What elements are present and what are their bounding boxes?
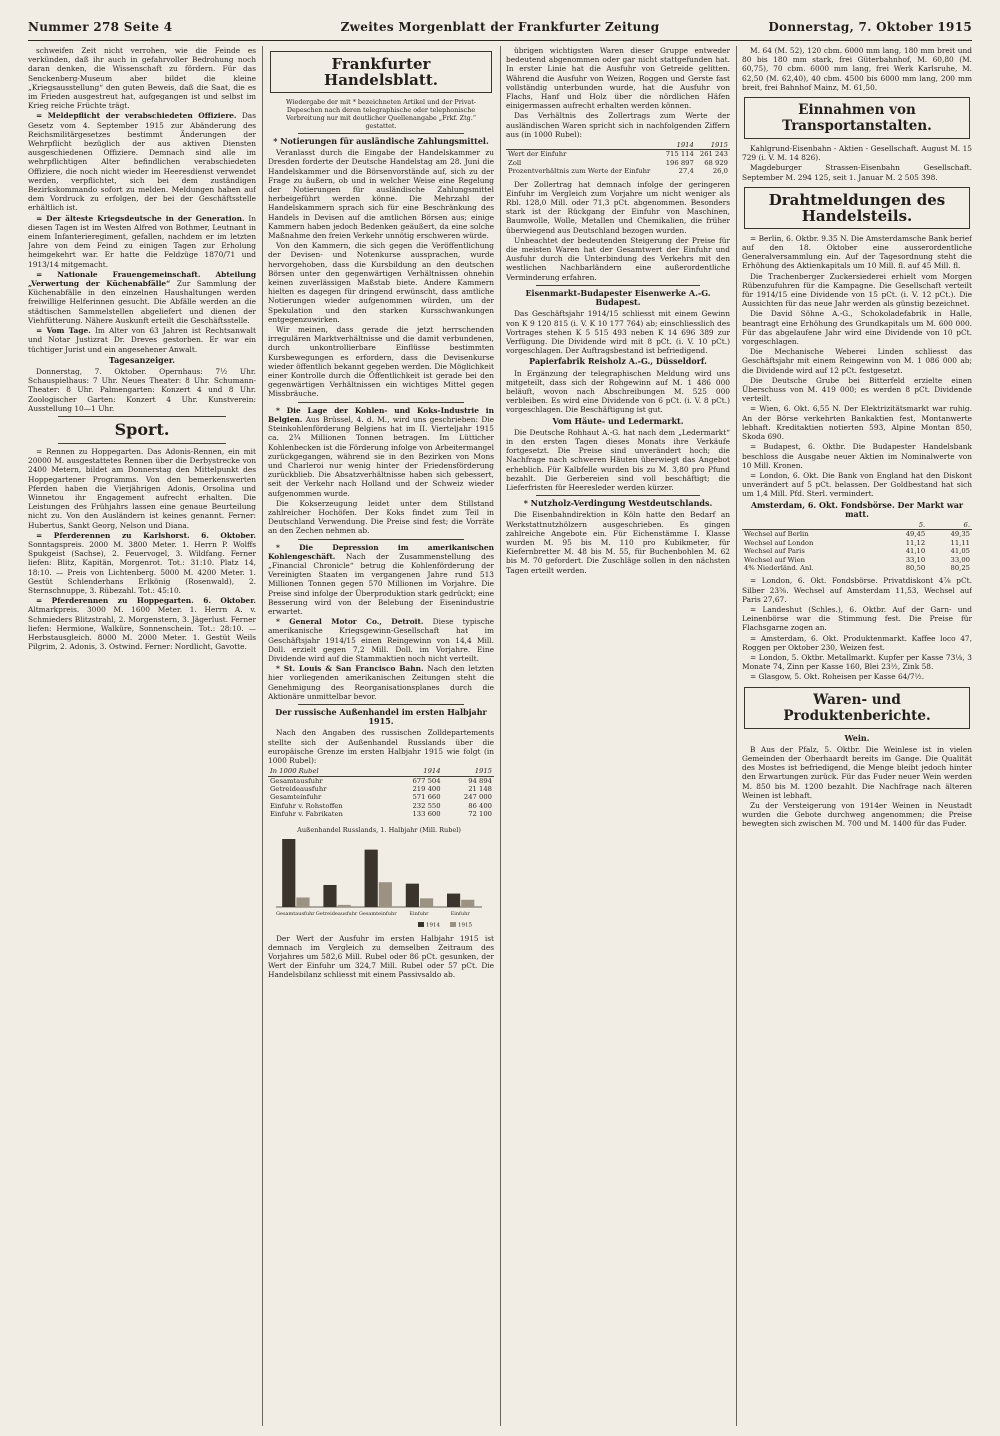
issue-number: Nummer 278 Seite 4	[28, 20, 173, 34]
section-heading: Tagesanzeiger.	[108, 354, 176, 365]
article-heading: Papierfabrik Reisholz A.-G., Düsseldorf.	[529, 356, 707, 367]
wire-report: Die Deutsche Grube bei Bitterfeld erzielte einen Überschuss von M. 419 000; es werden 8 pCt. Dividende verteilt.	[742, 375, 972, 404]
article-heading: = Pferderennen zu Karlshorst. 6. Oktober.	[36, 530, 256, 540]
article-heading: Eisenmarkt-Budapester Eisenwerke A.-G. Budapest.	[525, 287, 711, 308]
masthead-rule	[28, 40, 972, 41]
divider	[536, 495, 700, 496]
table-cell: 72 100	[468, 810, 492, 819]
table-cell: 261 243	[699, 150, 728, 159]
article-paragraph: Veranlasst durch die Eingabe der Handelskammer zu Dresden forderte der Deutsche Handelstag am 28. Juni die Handelskammer und die Börsenvorstände auf, sich zu der Frage zu äußern, ob und in welcher Weise eine Regelung der Notierungen für ausländische Zahlungsmittel herbeigeführt werden könne. Die Mehrzahl der Handelskammern sprach sich für eine Beschränkung des Handels in Devisen auf die amtlichen Börsen aus; einige Kammern haben jedoch Bedenken geäußert, da eine solche Maßnahme den freien Verkehr unnötig erschweren würde.	[268, 148, 494, 241]
wire-report: = Budapest, 6. Oktbr. Die Budapester Handelsbank beschloss die Ausgabe neuer Aktien im Nominalwerte von 10 Mill. Kronen.	[742, 442, 972, 470]
article-heading: = Meldepflicht der verabschiedeten Offiziere.	[36, 111, 237, 121]
article-text: Diese typische amerikanische Kriegsgewinn-Gesellschaft hat im Geschäftsjahr 1914/15 einen Reingewinn von 14,4 Mill. Doll. erzielt gegen 7,2 Mill. Doll. im Vorjahre. Eine Dividende wird auf die Stammaktien noch nicht verteilt.	[268, 617, 494, 663]
table-row	[268, 785, 494, 793]
table-cell: 247 000	[463, 793, 492, 802]
column-1	[28, 46, 256, 1426]
wire-report: Die Trachenberger Zuckersiederei erhielt vom Morgen Rübenzufuhren für die Kampagne. Die Gesellschaft verteilt für 1914/15 eine Dividende von 15 pCt. (i. V. 12 pCt.). Die Aussichten für das neue Jahr werden als günstig bezeichnet.	[742, 271, 972, 309]
column-divider	[500, 46, 501, 1426]
article-heading: Der russische Außenhandel im ersten Halbjahr 1915.	[275, 706, 487, 727]
table-header-row	[506, 141, 730, 150]
article-text: Im Alter von 63 Jahren ist Rechtsanwalt und Notar Justizrat Dr. Dreves gestorben. Er war ein tüchtiger Jurist und ein angesehener Anwalt.	[28, 326, 256, 354]
table-cell: 41,10	[905, 547, 926, 556]
table-cell: 68 929	[704, 158, 728, 167]
table-cell: 571 660	[412, 793, 441, 802]
table-cell: 26,0	[712, 167, 728, 176]
legend-swatch-1914	[418, 922, 424, 927]
table-cell: 49,35	[950, 530, 970, 539]
table-header-cell: 1914	[662, 141, 696, 150]
divider	[536, 285, 700, 286]
divider	[58, 443, 226, 444]
article-paragraph: Kahlgrund-Eisenbahn - Aktien - Gesellschaft. August M. 15 729 (i. V. M. 14 826).	[742, 144, 972, 163]
table-cell: 33,00	[950, 555, 970, 564]
transport-revenue-heading: Einnahmen von Transportanstalten.	[744, 97, 970, 139]
category-label: Gesamtausfuhr	[276, 910, 315, 917]
table-cell: Wechsel auf Wien	[744, 555, 806, 564]
newspaper-title: Zweites Morgenblatt der Frankfurter Zeitung	[340, 20, 660, 34]
legend-label-1915: 1915	[458, 922, 472, 929]
divider	[298, 539, 464, 540]
article-heading: * Notierungen für ausländische Zahlungsmittel.	[273, 136, 489, 146]
bar-1914	[447, 893, 460, 906]
table-header-cell: 5.	[882, 521, 927, 530]
bar-1915	[420, 898, 433, 907]
article-paragraph: Das Geschäftsjahr 1914/15 schliesst mit einem Gewinn von K 9 120 815 (i. V. K 10 177 764) ab; einschliesslich des Vortrages stehen K 5 515 493 neben K 14 696 389 zur Verfügung. Die Dividende wird mit 8 pCt. (i. V. 10 pCt.) vorgeschlagen. Der Auftragsbestand ist befriedigend.	[506, 309, 730, 356]
article-text: Altmarkpreis. 3000 M. 1600 Meter. 1. Herrn A. v. Schmieders Blitzstrahl, 2. Morgenstern, 3. Jägerlust. Ferner liefen: Hermione, Walküre, Sonnenschein. Tot.: 28:10. — Herbstausgleich. 8000 M. 2000 Meter. 1. Gestüt Weils Pilgrim, 2. Adonis, 3. Ostwind. Ferner: Nordlicht, Gavotte.	[28, 605, 256, 652]
wire-reports-heading: Drahtmeldungen des Handelsteils.	[744, 187, 970, 229]
article-text: In diesen Tagen ist im Westen Alfred von Bothmer, Leutnant in einem Infanterieregiment, gefallen, nachdem er im letzten Jahre von dem Feind zu einigen Tagen zur Erholung heimgekehrt war. Er hatte die Feldzüge 1870/71 und 1913/14 mitgemacht.	[28, 213, 256, 269]
customs-table	[506, 141, 730, 176]
wire-report: = London, 5. Oktbr. Metallmarkt. Kupfer per Kasse 73⅛, 3 Monate 74, Zinn per Kasse 160, Blei 23½, Zink 58.	[742, 652, 972, 672]
article-heading: * Die Depression im amerikanischen Kohlengeschäft.	[268, 542, 494, 561]
table-cell: 33,10	[905, 555, 926, 564]
table-cell: 80,25	[950, 563, 970, 572]
article-paragraph: Die Eisenbahndirektion in Köln hatte den Bedarf an Werkstattnutzhölzern ausgeschrieben. Es gingen zahlreiche Angebote ein. Für Eichenstämme I. Klasse wurden M. 95 bis M. 110 pro Kubikmeter, für Kiefernbretter M. 48 bis M. 55, für Buchenbohlen M. 62 bis M. 70 gefordert. Die Zuschläge sollen in den nächsten Tagen erteilt werden.	[506, 510, 730, 575]
table-header-cell: 1914	[391, 767, 442, 776]
category-label: Gesamteinfuhr	[358, 910, 397, 917]
column-divider	[736, 46, 737, 1426]
bar-1915	[338, 905, 351, 907]
trade-bar-chart	[270, 823, 488, 931]
table-cell: 41,05	[950, 547, 970, 556]
table-row	[742, 539, 972, 547]
article-heading: = Der älteste Kriegsdeutsche in der Generation.	[36, 213, 245, 223]
table-header-row	[268, 767, 494, 776]
table-cell: 11,12	[905, 538, 926, 547]
table-cell: Wechsel auf London	[744, 538, 814, 547]
article-text: Nach der Zusammenstellung des „Financial Chronicle“ betrug die Kohlenförderung der Vereinigten Staaten im vergangenen Jahre rund 513 Millionen Tonnen gegen 570 Millionen im Vorjahre. Die Preise sind infolge der Überproduktion stark gedrückt; eine Besserung wird von der Belebung der Eisenindustrie erwartet.	[268, 551, 494, 616]
column-4	[742, 46, 972, 1426]
table-cell: 11,11	[950, 538, 970, 547]
table-cell: Zoll	[508, 158, 522, 167]
table-cell: Einfuhr v. Fabrikaten	[270, 810, 343, 819]
wire-report: Die David Söhne A.-G., Schokoladefabrik in Halle, beantragt eine Erhöhung des Grundkapitals um M. 600 000. Für das abgelaufene Jahr wird eine Dividende von 10 pCt. vorgeschlagen.	[742, 309, 972, 347]
wire-report: = Wien, 6. Okt. 6,55 N. Der Elektrizitätsmarkt war ruhig. An der Börse verkehrten Bankaktien fest, Montanwerte lebhaft. Kreditaktien notierten 593, Alpine Montan 850, Skoda 690.	[742, 404, 972, 442]
article-text: Aus Brüssel, 4. d. M., wird uns geschrieben: Die Steinkohlenförderung Belgiens hat im II. Vierteljahr 1915 ca. 2¾ Millionen Tonnen betragen. Im Lütticher Kohlenbecken ist die Förderung infolge von Arbeitermangel zurückgegangen, während sie in den Bezirken von Mons und Charleroi nur wenig hinter der Friedensförderung zurückblieb. Die Absatzverhältnisse haben sich gebessert, seit der Verkehr nach Holland und der Schweiz wieder aufgenommen wurde.	[268, 414, 494, 498]
article-paragraph: Der Wert der Ausfuhr im ersten Halbjahr 1915 ist demnach im Vergleich zu demselben Zeitraum des Vorjahres um 582,6 Mill. Rubel oder 86 pCt. gesunken, der Wert der Einfuhr um 324,7 Mill. Rubel oder 57 pCt. Die Handelsbilanz schliesst mit einem Passivsaldo ab.	[268, 933, 494, 980]
article-paragraph: Der Zollertrag hat demnach infolge der geringeren Einfuhr im Vergleich zum Vorjahre um nicht weniger als Rbl. 128,0 Mill. oder 71,3 pCt. abgenommen. Besonders stark ist der Rückgang der Einfuhr von Maschinen, Baumwolle, Wolle, Metallen und Chemikalien, die früher überwiegend aus Deutschland bezogen wurden.	[506, 179, 730, 235]
article-heading: = Pferderennen zu Hoppegarten. 6. Oktober.	[36, 596, 256, 606]
table-row	[742, 547, 972, 555]
column-2	[268, 46, 494, 1426]
article-heading: Amsterdam, 6. Okt. Fondsbörse. Der Markt war matt.	[750, 499, 964, 519]
article-text: Das Gesetz vom 4. September 1915 zur Abänderung des Reichsmilitärgesetzes bestimmt Änderungen der Wehrpflicht bezüglich der aus aktiven Diensten ausgeschiedenen Offiziere. Demnach sind alle im wehrpflichtigen Alter befindlichen verabschiedeten Offiziere, die noch nicht wieder im Heeresdienst verwendet werden, verpflichtet, sich bei dem zuständigen Bezirkskommando sofort zu melden. Meldungen haben auf dem Vordruck zu erfolgen, der bei der Geschäftsstelle erhältlich ist.	[28, 111, 256, 213]
article-paragraph: Das Verhältnis des Zollertrags zum Werte der ausländischen Waren spricht sich in nachfolgenden Ziffern aus (in 1000 Rubel):	[506, 111, 730, 139]
table-row	[268, 810, 494, 818]
bar-1914	[406, 883, 419, 906]
table-cell: 27,4	[678, 167, 694, 176]
table-header-cell: 1915	[443, 767, 494, 776]
table-row	[268, 776, 494, 785]
article-paragraph: schweifen Zeit nicht verrohen, wie die Feinde es verkünden, daß ihr auch in gefahrvoller Bedrohung noch daran denken, die Wissenschaft zu fördern. Für das Senckenberg-Museum aber bildet die kleine „Kriegsausstellung“ den guten Beweis, daß die Saat, die es im Frieden ausgestreut hat, aufgegangen ist und selbst im Krieg reiche Früchte trägt.	[28, 46, 256, 111]
table-row	[506, 150, 730, 159]
bar-1914	[282, 839, 295, 907]
divider	[58, 416, 226, 417]
table-cell: 219 400	[412, 785, 441, 794]
wire-report: = Landeshut (Schles.), 6. Oktbr. Auf der Garn- und Leinenbörse war die Stimmung fest. Die Preise für Flachsgarne zogen an.	[742, 604, 972, 633]
article-text: Nach den letzten hier vorliegenden amerikanischen Zeitungen steht die Genehmigung des Reorganisationsplanes durch die Aktionäre unmittelbar bevor.	[268, 664, 494, 701]
commodity-reports-heading: Waren- und Produktenberichte.	[744, 687, 970, 729]
table-cell: 21 148	[468, 785, 492, 794]
article-paragraph: Unbeachtet der bedeutenden Steigerung der Preise für die meisten Waren hat der Gesamtwert der Einfuhr und Ausfuhr durch die Unterbindung des Verkehrs mit den westlichen Nachbarländern eine außerordentliche Verminderung erfahren.	[506, 235, 730, 282]
table-cell: Gesamteinfuhr	[270, 793, 322, 802]
legend-label-1914: 1914	[426, 922, 440, 929]
bar-1914	[365, 849, 378, 906]
table-cell: Wechsel auf Berlin	[744, 530, 809, 539]
table-row	[268, 793, 494, 801]
wire-report: = Berlin, 6. Oktbr. 9.35 N. Die Amsterdamsche Bank berief auf den 18. Oktober eine ausserordentliche Generalversammlung ein. Auf der Tagesordnung steht die Erhöhung des Aktienkapitals um 10 Mill. fl. auf 45 Mill. fl.	[742, 233, 972, 271]
table-header-cell: 6.	[927, 521, 972, 530]
divider	[298, 133, 464, 134]
table-row	[506, 159, 730, 167]
column-3	[506, 46, 730, 1426]
table-cell: 4% Niederländ. Anl.	[744, 563, 814, 572]
article-heading: * St. Louis & San Francisco Bahn.	[276, 664, 424, 674]
table-cell: Getreideausfuhr	[270, 785, 327, 794]
article-heading: * General Motor Co., Detroit.	[276, 617, 424, 627]
wire-report: = Glasgow, 5. Okt. Roheisen per Kasse 64/7½.	[750, 672, 925, 682]
table-row	[268, 802, 494, 810]
table-header-cell	[506, 141, 662, 150]
table-row	[742, 556, 972, 564]
article-heading: * Nutzholz-Verdingung Westdeutschlands.	[523, 498, 713, 509]
table-cell: 49,45	[905, 530, 926, 539]
article-paragraph: Magdeburger Strassen-Eisenbahn Gesellschaft. September M. 294 125, seit 1. Januar M. 2 505 398.	[742, 163, 972, 182]
table-cell: 80,50	[905, 563, 926, 572]
article-paragraph: Von den Kammern, die sich gegen die Veröffentlichung der Devisen- und Notenkurse aussprachen, wurde hervorgehoben, dass die Kursbildung an den deutschen Börsen unter den gegenwärtigen Verhältnissen ohnehin keinen zuverlässigen Maßstab biete. Andere Kammern hielten es dagegen für dringend erwünscht, dass amtliche Notierungen wieder aufgenommen würden, um der Spekulation und den starken Kursschwankungen entgegenzuwirken.	[268, 241, 494, 324]
article-paragraph: B Aus der Pfalz, 5. Oktbr. Die Weinlese ist in vielen Gemeinden der Oberhaardt bereits im Gange. Die Qualität des Mostes ist befriedigend, die Menge bleibt jedoch hinter den Erwartungen zurück. Für das Fuder neuer Wein werden M. 850 bis M. 1200 bezahlt. Die Nachfrage nach älteren Weinen ist lebhaft.	[742, 744, 972, 800]
article-paragraph: Die Kokserzeugung leidet unter dem Stillstand zahlreicher Hochöfen. Der Koks findet zum Teil in Deutschland Verwendung. Die Preise sind fest; die Vorräte an den Zechen nehmen ab.	[268, 498, 494, 536]
category-label: Einfuhr	[409, 910, 429, 917]
wire-report: Die Mechanische Weberei Linden schliesst das Geschäftsjahr mit einem Reingewinn von M. 1 086 000 ab; die Dividende wird auf 12 pCt. festgesetzt.	[742, 347, 972, 375]
trade-table	[268, 767, 494, 818]
article-paragraph: In Ergänzung der telegraphischen Meldung wird uns mitgeteilt, dass sich der Rohgewinn auf M. 1 486 000 beläuft, wovon nach Abschreibungen M. 525 000 verbleiben. Es wird eine Dividende von 6 pCt. (i. V. 8 pCt.) vorgeschlagen. Die Beschäftigung ist gut.	[506, 368, 730, 415]
article-paragraph: Zu der Versteigerung von 1914er Weinen in Neustadt wurden die Gebote durchweg angenommen; die Preise bewegten sich zwischen M. 700 und M. 1400 für das Fuder.	[742, 801, 972, 829]
table-cell: Wechsel auf Paris	[744, 547, 805, 556]
wire-report: = Amsterdam, 6. Okt. Produktenmarkt. Kaffee loco 47, Roggen per Oktober 230, Weizen fest.	[742, 633, 972, 652]
table-cell: Wert der Einfuhr	[508, 150, 567, 159]
table-header-row	[742, 521, 972, 530]
handelsblatt-subtitle: Wiedergabe der mit * bezeichneten Artikel und der Privat-Depeschen nach deren telegraphische oder telephonische Verbreitung nur mit deutlicher Quellenangabe „Frkf. Ztg.“ gestattet.	[285, 98, 477, 130]
article-text: Sonntagspreis. 2000 M. 3800 Meter. 1. Herrn P. Wolffs Spukgeist (Sachse), 2. Feuervogel, 3. Wildfang. Ferner liefen: Blitz, Kapitän, Morgenrot. Tot.: 31:10. Platz 14, 18:10. — Preis von Lichtenberg. 5000 M. 4200 Meter. 1. Gestüt Schlenderhans Erlkönig (Rosenwald), 2. Sternschnuppe, 3. Rübezahl. Tot.: 45:10.	[28, 539, 256, 595]
wire-report: = London, 6. Okt. Die Bank von England hat den Diskont unverändert auf 5 pCt. belassen. Der Goldbestand hat sich um 1,4 Mill. Pfd. Sterl. vermindert.	[742, 470, 972, 499]
table-row	[742, 530, 972, 539]
article-paragraph: M. 64 (M. 52), 120 cbm. 6000 mm lang, 180 mm breit und 80 bis 180 mm stark, frei Güterbahnhof, M. 60,80 (M. 60,75), 70 cbm. 6000 mm lang, frei Werk Karlsruhe, M. 62,50 (M. 62,40), 40 cbm. 4500 bis 6000 mm lang, 200 mm breit, frei Bahnhof Mainz, M. 61,50.	[742, 46, 972, 92]
article-paragraph: Die Deutsche Rohhaut A.-G. hat nach dem „Ledermarkt“ in den ersten Tagen dieses Monats ihre Verkäufe fortgesetzt. Die Preise sind unverändert hoch; die Nachfrage nach schweren Häuten überwiegt das Angebot erheblich. Für Kalbfelle wurden bis zu M. 3,80 pro Pfund bezahlt. Die Gerbereien sind voll beschäftigt; die Lieferfristen für Heeresleder werden kürzer.	[506, 427, 730, 492]
table-cell: 196 897	[665, 158, 694, 167]
table-cell: Prozentverhältnis zum Werte der Einfuhr	[508, 167, 651, 176]
bar-1915	[296, 897, 309, 907]
table-cell: Gesamtausfuhr	[270, 776, 323, 785]
masthead	[28, 18, 972, 38]
table-cell: 232 550	[412, 801, 441, 810]
table-cell: 677 504	[412, 776, 441, 785]
bar-1914	[323, 885, 336, 907]
exchange-table	[742, 521, 972, 572]
bar-1915	[461, 899, 474, 906]
table-cell: 94 894	[468, 776, 492, 785]
divider	[298, 704, 464, 705]
table-header-cell	[742, 521, 882, 530]
table-row	[506, 167, 730, 175]
sport-section-title: Sport.	[114, 419, 170, 439]
article-heading: * Die Lage der Kohlen- und Koks-Industrie in Belgien.	[268, 405, 494, 424]
article-paragraph: übrigen wichtigsten Waren dieser Gruppe entweder bedeutend abgenommen oder gar nicht stattgefunden hat. In erster Linie hat die Ausfuhr von Getreide gelitten. Während die Ausfuhr von Weizen, Roggen und Gerste fast vollständig unterbunden wurde, hat die Ausfuhr von Flachs, Hanf und Holz über die nördlichen Häfen einigermassen aufrecht erhalten werden können.	[506, 46, 730, 111]
article-heading: Vom Häute- und Ledermarkt.	[552, 415, 684, 426]
category-label: Getreideausfuhr	[315, 910, 358, 917]
divider	[298, 402, 464, 403]
table-cell: Einfuhr v. Rohstoffen	[270, 801, 343, 810]
event-listing: Donnerstag, 7. Oktober. Opernhaus: 7½ Uhr. Schauspielhaus: 7 Uhr. Neues Theater: 8 Uhr. Schumann-Theater: 8 Uhr. Palmengarten: Konzert 4 und 8 Uhr. Zoologischer Garten: Konzert 4 Uhr. Kunstverein: Ausstellung 10—1 Uhr.	[28, 366, 256, 413]
handelsblatt-title: Frankfurter Handelsblatt.	[270, 51, 492, 93]
table-header-cell: In 1000 Rubel	[268, 767, 391, 776]
issue-date: Donnerstag, 7. Oktober 1915	[768, 20, 972, 34]
column-divider	[262, 46, 263, 1426]
chart-title: Außenhandel Russlands, 1. Halbjahr (Mill. Rubel)	[297, 825, 461, 834]
article-paragraph: Wir meinen, dass gerade die jetzt herrschenden irregulären Marktverhältnisse und die damit verbundenen, durch unkontrollierbare Einflüsse bestimmten Kursbewegungen es erfordern, dass die Devisenkurse wieder öffentlich bekannt gegeben werden. Die Möglichkeit einer Kontrolle durch die Öffentlichkeit ist gerade bei den gegenwärtigen Verhältnissen ein wichtiges Mittel gegen Missbräuche.	[268, 325, 494, 399]
table-cell: 133 600	[412, 810, 441, 819]
article-heading: = Vom Tage.	[36, 326, 91, 336]
wire-report: = London, 6. Okt. Fondsbörse. Privatdiskont 4⅞ pCt. Silber 23⅜. Wechsel auf Amsterdam 11,53, Wechsel auf Paris 27,67.	[742, 576, 972, 604]
table-cell: 86 400	[468, 801, 492, 810]
article-paragraph: = Rennen zu Hoppegarten. Das Adonis-Rennen, ein mit 20000 M. ausgestattetes Rennen über die Derbystrecke von 2400 Metern, bildet am Donnerstag den Mittelpunkt des Hoppegartener Programms. Von den bemerkenswerten Pferden haben die Vierjährigen Adonis, Orsolina und Winnetou ihr Engagement aufrecht erhalten. Die Leistungen des Frühjahrs lassen eine genaue Beurteilung nicht zu. Von den Ausländern ist keines genannt. Ferner: Hubertus, Sankt Georg, Nelson und Diana.	[28, 446, 256, 530]
category-label: Einfuhr	[450, 910, 470, 917]
article-heading: Wein.	[844, 732, 870, 743]
article-paragraph: Nach den Angaben des russischen Zolldepartements stellte sich der Außenhandel Russlands über die europäische Grenze im ersten Halbjahr 1915 wie folgt (in 1000 Rubel):	[268, 728, 494, 765]
table-row	[742, 564, 972, 572]
article-heading: = Nationale Frauengemeinschaft. Abteilung „Verwertung der Küchenabfälle“	[28, 269, 256, 289]
table-cell: 715 114	[665, 150, 694, 159]
article-text: Zur Sammlung der Küchenabfälle in den einzelnen Haushaltungen werden freiwillige Helferinnen gesucht. Die Abfälle werden an die städtischen Sammelstellen abgeliefert und dienen der Viehfütterung. Nähere Auskunft erteilt die Geschäftsstelle.	[28, 279, 256, 325]
legend-swatch-1915	[450, 922, 456, 927]
bar-1915	[379, 882, 392, 907]
table-header-cell: 1915	[696, 141, 730, 150]
